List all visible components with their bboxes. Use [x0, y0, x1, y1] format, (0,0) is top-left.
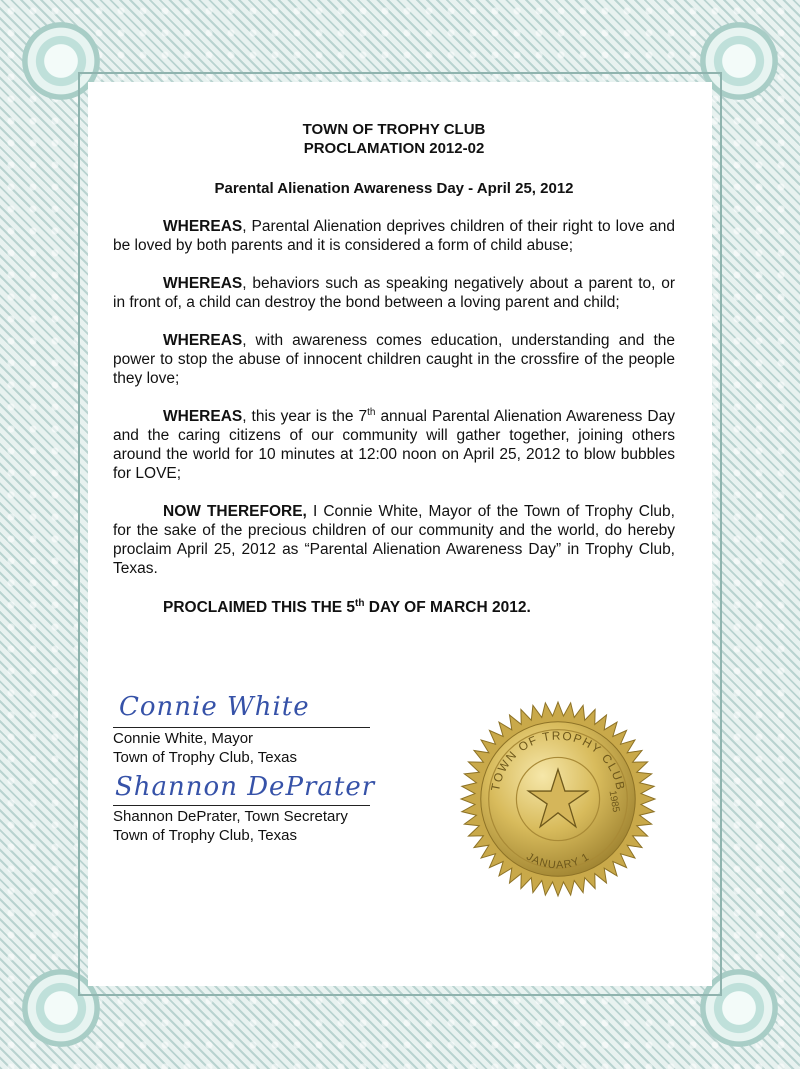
signature-line	[113, 805, 370, 806]
paragraph-whereas-2	[113, 274, 675, 312]
paragraph-whereas-3	[113, 331, 675, 388]
paragraph-text: I Connie White, Mayor of the Town of Trophy Club, for the sake of the precious children of our community and the world, do hereby proclaim April 25, 2012 as “Parental Alienation Awareness Day” in Trophy Club, Texas.	[113, 503, 675, 577]
mayor-signature: Connie White	[119, 692, 310, 722]
header-town: TOWN OF TROPHY CLUB	[302, 121, 486, 138]
document-header	[113, 120, 675, 158]
seal-top-text: TOWN OF TROPHY CLUB	[488, 728, 628, 793]
mayor-name: Connie White, Mayor	[113, 730, 254, 747]
paragraph-lead: WHEREAS	[163, 275, 243, 292]
proclaimed-text: DAY OF MARCH 2012.	[364, 599, 531, 616]
proclaimed-text: PROCLAIMED THIS THE 5	[163, 599, 356, 616]
paragraph-text: , this year is the 7	[242, 408, 368, 425]
paragraph-lead: NOW THEREFORE,	[163, 503, 307, 520]
secretary-name: Shannon DePrater, Town Secretary	[113, 808, 348, 825]
paragraph-lead: WHEREAS	[163, 408, 243, 425]
ordinal-suffix: th	[355, 597, 365, 609]
paragraph-whereas-1	[113, 217, 675, 255]
paragraph-text: , with awareness comes education, understanding and the power to stop the abuse of innocent children caught in the crossfire of the people they love;	[113, 332, 675, 387]
town-seal	[459, 700, 657, 898]
ordinal-suffix: th	[367, 406, 376, 418]
header-proclamation-number: PROCLAMATION 2012-02	[303, 140, 485, 157]
seal-year: 1985	[606, 789, 622, 814]
paragraph-lead: WHEREAS	[163, 218, 243, 235]
proclamation-body	[113, 120, 675, 617]
secretary-signature-block	[113, 772, 413, 848]
proclamation-title: Parental Alienation Awareness Day - April 25, 2012	[214, 180, 574, 197]
mayor-org: Town of Trophy Club, Texas	[113, 749, 297, 766]
signature-line	[113, 727, 370, 728]
paragraph-text: , Parental Alienation deprives children of their right to love and be loved by both parents and it is considered a form of child abuse;	[113, 218, 675, 254]
secretary-signature: Shannon DePrater	[115, 772, 376, 802]
paragraph-lead: WHEREAS	[163, 332, 243, 349]
paragraph-now-therefore	[113, 502, 675, 578]
paragraph-whereas-4	[113, 407, 675, 483]
mayor-signature-block	[113, 692, 413, 770]
proclaimed-date-line	[163, 598, 675, 617]
paragraph-text: , behaviors such as speaking negatively about a parent to, or in front of, a child can destroy the bond between a loving parent and child;	[113, 275, 675, 311]
secretary-org: Town of Trophy Club, Texas	[113, 827, 297, 844]
paragraph-text: annual Parental Alienation Awareness Day and the caring citizens of our community will gather together, joining others around the world for 10 minutes at 12:00 noon on April 25, 2012 to blow bubbles for LOVE;	[113, 408, 675, 482]
seal-bottom-text: JANUARY 1	[524, 850, 592, 872]
